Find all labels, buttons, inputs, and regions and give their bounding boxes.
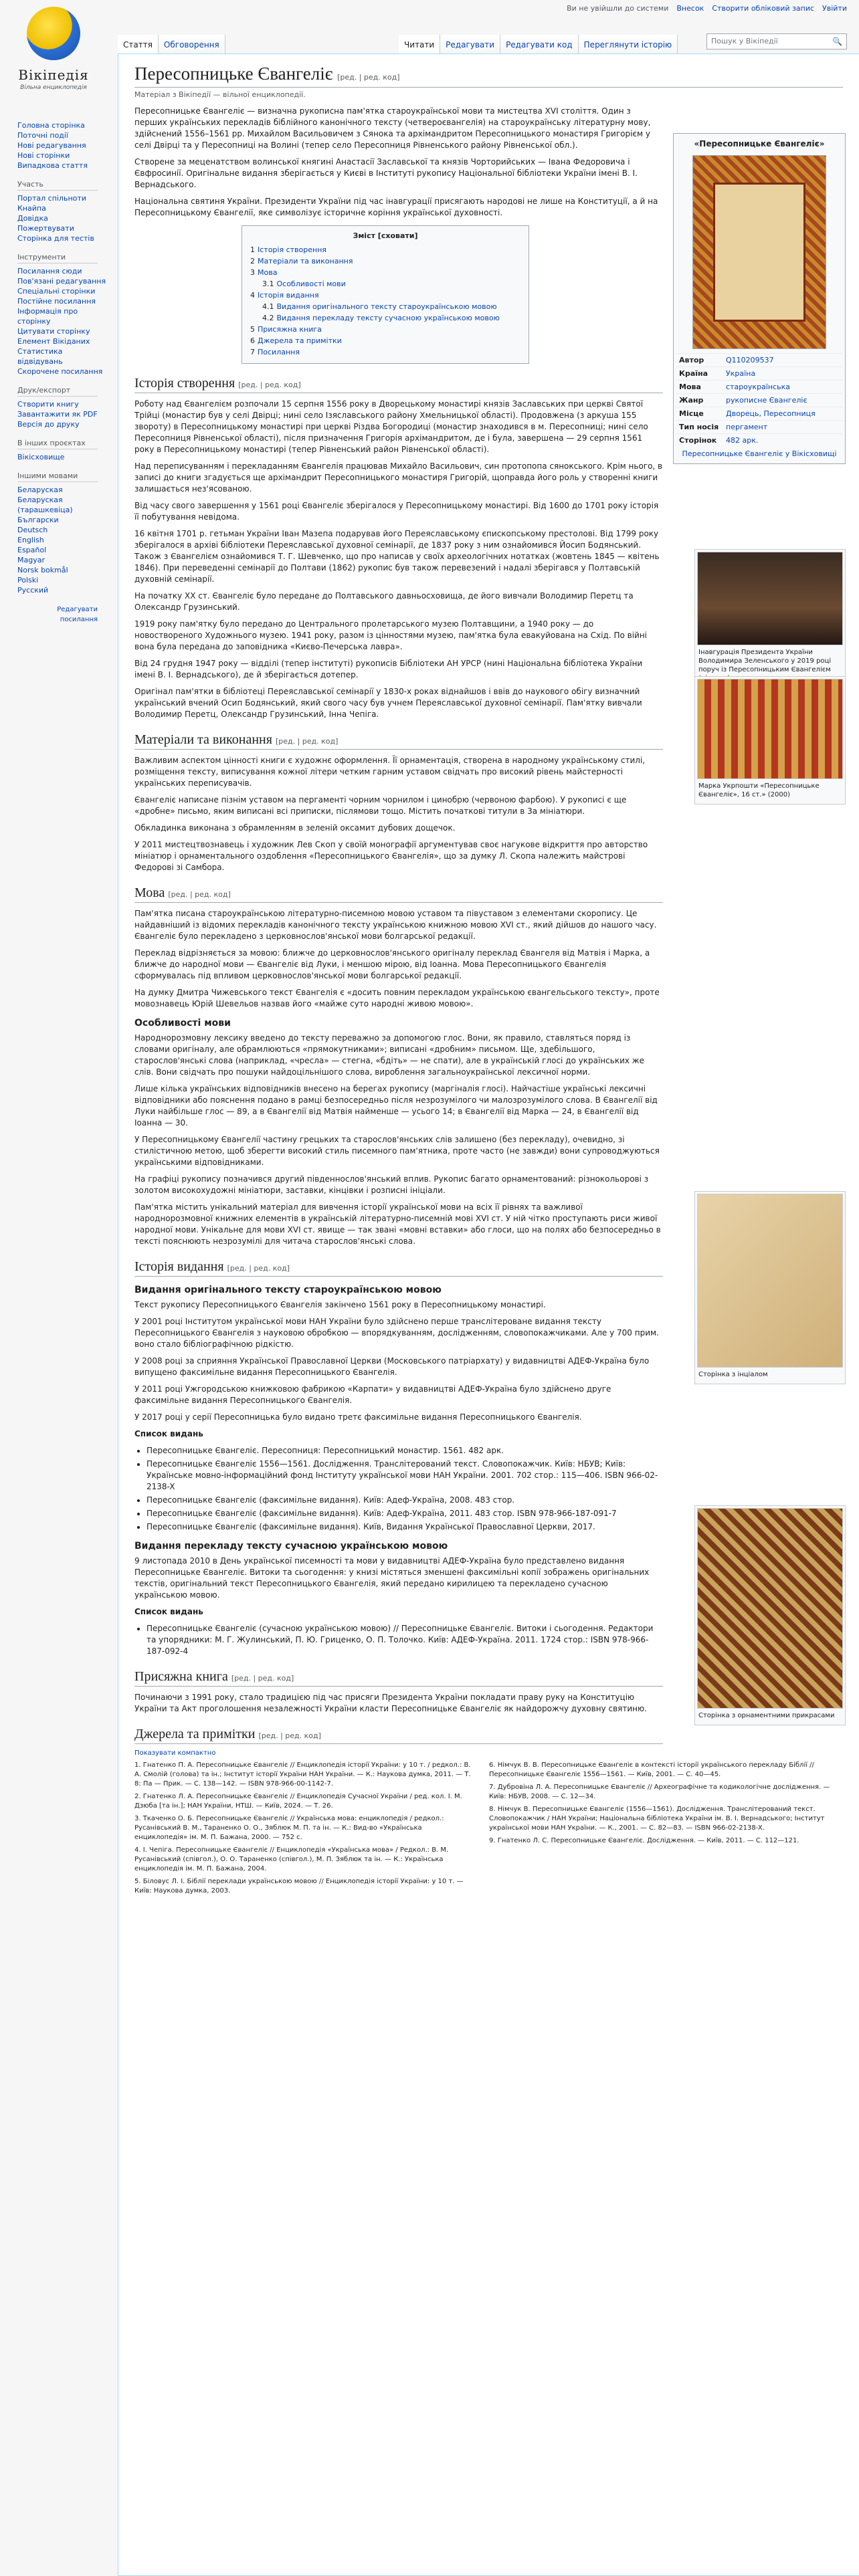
- sidebar-link[interactable]: Створити книгу: [17, 400, 79, 409]
- section-heading-materials: [134, 732, 663, 750]
- reference-item[interactable]: 2. Гнатенко Л. А. Пересопницьке Євангеліє // Енциклопедія Сучасної України / ред. кол. І. М. Дзюба [та ін.]; НАН України, НТШ. — Київ, 2024. — Т. 26.: [134, 1793, 462, 1810]
- edition-list: [147, 1623, 663, 1657]
- thumb-caption: Сторінка з інціалом: [698, 1371, 768, 1378]
- section-title: Історія видання: [134, 1259, 224, 1274]
- create-account-link[interactable]: Створити обліковий запис: [712, 4, 815, 13]
- section-title: Джерела та примітки: [134, 1727, 256, 1741]
- toc-label: Історія видання: [258, 291, 319, 300]
- section-title: Матеріали та виконання: [134, 732, 272, 747]
- infobox-row: [676, 421, 842, 434]
- sidebar-link[interactable]: Вікісховище: [17, 453, 65, 461]
- thumb-inauguration[interactable]: [694, 549, 846, 688]
- edit-interlanguage-link[interactable]: Редагувати посилання: [57, 606, 98, 623]
- section-edit-link[interactable]: [ред. | ред. код]: [275, 737, 339, 746]
- tab-edit[interactable]: Редагувати: [440, 35, 500, 53]
- toc-item[interactable]: [250, 267, 520, 278]
- user-status: Ви не увійшли до системи: [567, 4, 669, 13]
- sidebar-link[interactable]: Нові редагування: [17, 141, 86, 150]
- search-icon[interactable]: 🔍: [832, 37, 842, 46]
- tab-article[interactable]: Стаття: [118, 35, 159, 53]
- infobox-key: Країна: [676, 367, 723, 381]
- sidebar-link[interactable]: Цитувати сторінку: [17, 327, 90, 336]
- sidebar-link[interactable]: English: [17, 536, 44, 544]
- toc-label: Присяжна книга: [258, 325, 322, 334]
- toc-number: 1: [250, 245, 255, 254]
- toc-number: 6: [250, 336, 255, 345]
- paragraph: Народнорозмовну лексику введено до тексту переважно за допомогою глос. Вони, як правило, ставляться поряд із словами оригіналу, але обрамлюються «прямокутниками»; виписані «дробним» письмом. Ще, здебільшого, старослов'янські слова (наприклад, «чресла» — стегна, «бдіть» — не спати), але в українській глосі до українських же слів. Вони свідчать про пошуки найдоцільнішого слова, вироблення загальноукраїнської лексичної норми.: [134, 1033, 644, 1077]
- section-heading-oath: [134, 1669, 663, 1687]
- toc-label: Джерела та примітки: [258, 336, 342, 345]
- section-edit-link[interactable]: [ред. | ред. код]: [227, 1264, 290, 1273]
- toc-item[interactable]: [250, 255, 520, 267]
- infobox-key: Автор: [676, 354, 723, 367]
- user-menu: [567, 4, 847, 13]
- list-item: • Пересопницьке Євангеліє. Пересопниця: Пересопницький монастир. 1561. 482 арк.: [147, 1445, 663, 1457]
- sidebar-link[interactable]: Головна сторінка: [17, 121, 85, 130]
- infobox-key: Жанр: [676, 394, 723, 407]
- paragraph: 1919 року пам'ятку було передано до Центрального пролетарського музею Полтавщини, а 1940 року — до новоствореного Художнього музею. 1941 року, разом із цінностями музею, пам'ятка була евакуйована на Схід. По війні вона була передана до заповідника «Києво-Печерська лавра».: [134, 619, 648, 651]
- reference-item[interactable]: 3. Ткаченко О. Б. Пересопницьке Євангеліє // Українська мова: енциклопедія / редкол.: Русанівський В. М., Тараненко О. О., Зяблюк М. П. та ін. — К.: Вид-во «Українська енциклопедія» ім. М. П. Бажана, 2000. — 752 с.: [134, 1815, 444, 1841]
- toc-label: Мова: [258, 268, 278, 277]
- sidebar-link[interactable]: Пожертвувати: [17, 224, 74, 233]
- tab-read[interactable]: Читати: [399, 35, 440, 53]
- section-edit-link[interactable]: [ред. | ред. код]: [168, 890, 231, 899]
- infobox-row: [676, 367, 842, 381]
- subsection-translation: Видання перекладу тексту сучасною українською мовою: [134, 1541, 448, 1551]
- paragraph: Над переписуванням і перекладанням Євангелія працював Михайло Васильович, син протопопа сянокського. Крім нього, в записі до книги згадується ще архімандрит Пересопницького монастиря Григорій, щоправда його роль у створенні книги залишається нез'ясованою.: [134, 461, 663, 494]
- section-edit-link[interactable]: [ред. | ред. код]: [231, 1674, 294, 1683]
- toc-item[interactable]: [250, 278, 520, 290]
- paragraph: На думку Дмитра Чижевського текст Євангелія є «досить повним перекладом українською євангельського тексту», проте мовознавець Юрій Шевельов назвав його «майже суто народні живою мовою».: [134, 988, 660, 1008]
- globe-icon: [27, 7, 80, 60]
- toc-label: Особливості мови: [276, 280, 346, 288]
- subsection-features: Особливості мови: [134, 1018, 231, 1029]
- sidebar-tools-heading: Інструменти: [17, 253, 98, 263]
- paragraph: У 2017 році у серії Пересопницька було видано третє факсимільне видання Пересопницького Євангелія.: [134, 1412, 582, 1422]
- paragraph: Євангеліє написане пізнім уставом на пергаменті чорним чорнилом і цинобрю (червоною фарбою). У рукописі є ще «дробне» письмо, яким виписані всі приписки, післямови тощо. Містить початкові титули в 3а мініатюри.: [134, 795, 627, 816]
- section-heading-refs: [134, 1727, 663, 1744]
- table-of-contents: [242, 225, 529, 364]
- list-item: • Пересопницьке Євангеліє 1556—1561. Дослідження. Транслітерований текст. Словопокажчик. Київ: НБУВ; Київ: Українське мовно-інформаційний фонд Інституту української мови НАН України. 2001. 702 стор.: 115—406. ISBN 966-02-2138-X: [147, 1459, 663, 1493]
- sidebar-link[interactable]: Български: [17, 516, 59, 524]
- lead-paragraph: Національна святиня України. Президенти України під час інавгурації присягають народові не лише на Конституції, а й на Пересопницькому Євангелії, яке символізує історичне коріння української духовності.: [134, 197, 658, 217]
- main-content: [118, 53, 859, 2576]
- edition-list: [147, 1445, 663, 1533]
- paragraph: У 2011 мистецтвознавець і художник Лев Скоп у своїй монографії аргументував своє нагукове відкриття про авторство мініатюр і орнаментального оздоблення «Пересопницького Євангелія», що за думку Л. Скопа належить майстрові Федорові зі Самбора.: [134, 840, 648, 872]
- sidebar-link[interactable]: Посилання сюди: [17, 267, 82, 276]
- reference-item[interactable]: 5. Біловус Л. І. Біблії переклади українською мовою // Енциклопедія історії України: у 10 т. — Київ: Наукова думка, 2003.: [134, 1878, 464, 1895]
- paragraph: Важливим аспектом цінності книги є художнє оформлення. Її орнаментація, створена в народному українському стилі, розміщення тексту, виписування кожної літери четким гарним уставом свідчать про високий рівень майстерності українських переписувачів.: [134, 756, 646, 788]
- paragraph: 16 квітня 1701 р. гетьман України Іван Мазепа подарував його Переяславському єпископському престолові. Від 1799 року зберігалося в архіві бібліотеки Переяславської духовної семінарії, де 1837 року з ним ознайомився Йосип Бодянський. Також з Євангелієм ознайомився Т. Г. Шевченко, що про написав у своїх археологічних нотатках (жовтень 1845 — квітень 1846). При переведенні семінарії до Полтави (1862) рукопис був також перевезений і надалі зберігався у Полтавській духовній семінарії.: [134, 529, 660, 584]
- toc-label: Посилання: [258, 348, 300, 356]
- thumb-caption: Марка Укрпошти «Пересопницьке Євангеліє», 16 ст.» (2000): [698, 782, 820, 798]
- paragraph: У 2008 році за сприяння Української Православної Церкви (Московського патріархату) у видавництві АДЕФ-Україна було випущено факсимільне видання Пересопницького Євангелія.: [134, 1356, 650, 1377]
- paragraph: Від 24 грудня 1947 року — відділі (тепер інституті) рукописів Бібліотеки АН УРСР (нині Національна бібліотека України імені В. І. Вернадського), де й зберігається дотепер.: [134, 659, 643, 679]
- sidebar-participation-heading: Участь: [17, 180, 98, 191]
- refs-toggle[interactable]: Показувати компактно: [134, 1749, 216, 1757]
- paragraph: На початку XX ст. Євангеліє було передане до Полтавського давньосховища, де його вивчали Володимир Перетц та Олександр Грузинський.: [134, 591, 634, 612]
- infobox-value[interactable]: рукописне Євангеліє: [723, 394, 842, 407]
- infobox-value[interactable]: пергамент: [723, 421, 842, 434]
- sidebar-link[interactable]: Сторінка для тестів: [17, 234, 94, 243]
- logo-tagline: Вільна енциклопедія: [20, 84, 87, 91]
- sidebar-link[interactable]: Пов'язані редагування: [17, 277, 106, 286]
- infobox-value[interactable]: Q110209537: [723, 354, 842, 367]
- sidebar-other-projects: [17, 439, 107, 462]
- title-edit-link[interactable]: [ред. | ред. код]: [337, 73, 400, 82]
- list-item: • Пересопницьке Євангеліє (факсимільне видання). Київ: Адеф-Україна, 2011. 483 стор. ISBN 978-966-187-091-7: [147, 1508, 663, 1519]
- toc-number: 4.2: [262, 314, 274, 322]
- infobox-key: Тип носія: [676, 421, 723, 434]
- paragraph: 9 листопада 2010 в День української писемності та мови у видавництві АДЕФ-Україна було представлено видання Пересопницьке Євангеліє. Витоки та сьогодення: у книзі містяться зменшені факсимільні копії зображень оригінальних текстів, оригінальний текст Пересопницького Євангелія, який передано кирилицею та перекладено сучасною українською мовою.: [134, 1556, 650, 1600]
- paragraph: Від часу свого завершення у 1561 році Євангеліє зберігалося у Пересопницькому монастирі. Від 1600 до 1701 року історія її побутування невідома.: [134, 501, 659, 522]
- sidebar-link[interactable]: Елемент Вікіданих: [17, 337, 90, 346]
- sidebar-link[interactable]: Русский: [17, 586, 49, 595]
- page-title: Пересопницьке Євангеліє [ред. | ред. код]: [134, 64, 843, 88]
- section-edit-link[interactable]: [ред. | ред. код]: [258, 1731, 321, 1740]
- infobox-key: Сторінок: [676, 434, 723, 447]
- reference-item[interactable]: 4. І. Чепіга. Пересопницьке Євангеліє // Енциклопедія «Українська мова» / Редкол.: В. М. Русанівський (співгол.), О. О. Тараненко (співгол.), М. П. Зяблюк та ін. — К.: Українська енциклопедія ім. М. П. Бажана, 2004.: [134, 1846, 449, 1872]
- sidebar-participation: [17, 180, 107, 243]
- paragraph: Переклад відрізняється за мовою: ближче до церковнослов'янського оригіналу переклад Євангеля від Матвія і Марка, а ближче до народної мови — Євангеліє від Луки, і меншою мірою, від Іоанна. Мова Пересопницького Євангелія сформувалась під впливом церковнослов'янської мови болгарської редакції.: [134, 948, 650, 980]
- references-column: [489, 1761, 830, 1899]
- sidebar-link[interactable]: Інформація про сторінку: [17, 307, 78, 326]
- tab-edit-source[interactable]: Редагувати код: [500, 35, 579, 53]
- sidebar-link[interactable]: Español: [17, 546, 47, 554]
- stamp-image[interactable]: [697, 679, 843, 779]
- paragraph: У 2001 році Інститутом української мови НАН України було здійснено перше транслітероване видання тексту Пересопницького Євангелія з науковою обробкою — впорядкуванням, дослідженням, словопокажчиками. Але у 700 прим. воно стало бібліографічною рідкістю.: [134, 1317, 659, 1349]
- list-item: • Пересопницьке Євангеліє (факсимільне видання). Київ, Видання Української Православної Церкви, 2017.: [147, 1521, 663, 1533]
- toc-item[interactable]: [250, 335, 520, 346]
- toc-item[interactable]: [250, 244, 520, 255]
- list-title: Список видань: [134, 1607, 203, 1616]
- sidebar-languages-heading: Іншими мовами: [17, 471, 98, 482]
- sidebar-link[interactable]: Norsk bokmål: [17, 566, 68, 574]
- reference-item[interactable]: 8. Німчук В. Пересопницьке Євангеліє (1556—1561). Дослідження. Транслітерований текст. Словопокажчик / НАН України; Національна бібліотека України ім. В. І. Вернадського; Інститут української мови НАН України. — К., 2001. — С. 82—83. — ISBN 966-02-2138-X.: [489, 1806, 825, 1832]
- logo-wordmark: Вікіпедія: [18, 67, 89, 83]
- inauguration-photo[interactable]: [697, 552, 843, 645]
- paragraph: Лише кілька українських відповідників внесено на берегах рукопису (маргіналія глосі). Найчастіше українські лексичні відповідники або пояснення подано в рамці безпосередньо після незрозумілого чи малозрозумілого слова. В Євангелії від Луки найбільше глос — 89, а в Євангелії від Матвія найменше — усього 14; в Євангелії від Марка — 24, в Євангелії від Іоанна — 30.: [134, 1084, 658, 1128]
- infobox-key: Мова: [676, 381, 723, 394]
- infobox-table: [676, 353, 842, 447]
- sidebar-link[interactable]: Довідка: [17, 214, 48, 223]
- paragraph: Оригінал пам'ятки в бібліотеці Переяславської семінарії у 1830-х роках віднайшов і ввів до наукового обігу визначний український вчений Осип Бодянський, який свого часу був учнем Переяславської духовної семінарії. Пам'ятку вивчали Володимир Перетц, Олександр Грузинський, Інна Чепіга.: [134, 687, 642, 719]
- sidebar-link[interactable]: Постійне посилання: [17, 297, 96, 306]
- toc-item[interactable]: [250, 312, 520, 324]
- section-heading-history: [134, 376, 663, 393]
- paragraph: На графіці рукопису позначився другий південнослов'янський вплив. Рукопис багато орнаментований: різнокольорові з золотом високохудожні мініатюри, заставки, кінцівки і розписні ініціали.: [134, 1174, 649, 1195]
- list-title: Список видань: [134, 1429, 203, 1438]
- paragraph: Текст рукопису Пересопницького Євангелія закінчено 1561 року в Пересопницькому монастирі.: [134, 1300, 546, 1309]
- list-item: • Пересопницьке Євангеліє (сучасною українською мовою) // Пересопницьке Євангеліє. Витоки і сьогодення. Редактори та упорядники: М. Г. Жулинський, П. Ю. Гриценко, О. П. Толочко. Київ: АДЕФ-Україна. 2011. 1724 стор.: ISBN 978-966-187-092-4: [147, 1623, 663, 1657]
- infobox-row: [676, 434, 842, 447]
- infobox-value[interactable]: Україна: [723, 367, 842, 381]
- toc-item[interactable]: [250, 290, 520, 301]
- toc-number: 4: [250, 291, 255, 300]
- infobox-value[interactable]: Дворець, Пересопниця: [723, 407, 842, 421]
- sidebar-link[interactable]: Спеціальні сторінки: [17, 287, 96, 296]
- toc-number: 3: [250, 268, 255, 277]
- sidebar-link[interactable]: Скорочене посилання: [17, 367, 103, 376]
- toc-item[interactable]: [250, 324, 520, 335]
- paragraph: Починаючи з 1991 року, стало традицією під час присяги Президента України покладати праву руку на Конституцію України та Акт проголошення незалежності України класти Пересопницьке Євангеліє як найдорожчу духовну святиню.: [134, 1693, 647, 1713]
- sidebar-link[interactable]: Портал спільноти: [17, 194, 86, 203]
- sidebar-link[interactable]: Поточні події: [17, 131, 69, 140]
- thumb-caption: Сторінка з орнаментними прикрасами: [698, 1712, 835, 1719]
- lead-paragraph: Пересопницьке Євангеліє — визначна рукописна пам'ятка староукраїнської мови та мистецтва XVI століття. Один з перших українських перекладів біблійного канонічного тексту (четвероєвангелія) на староукраїнську літературну мову, здійснений 1556–1561 рр. Михайлом Васильовичем з Сянока та архімандритом Пересопницького монастиря Григорієм у селі Двірці та у Пересопниці на Волині (тепер село Пересопниця Рівненського району Рівненської обл.).: [134, 106, 651, 150]
- initial-page-image[interactable]: [697, 1194, 843, 1368]
- toc-number: 7: [250, 348, 255, 356]
- paragraph: Обкладинка виконана з обрамленням в зеленій оксамит дубових дощечок.: [134, 823, 456, 833]
- paragraph: У 2011 році Ужгородською книжковою фабрикою «Карпати» у видавництві АДЕФ-Україна було здійснено друге факсимільне видання Пересопницького Євангелія.: [134, 1384, 611, 1405]
- thumb-initial-page[interactable]: [694, 1191, 846, 1384]
- paragraph: Пам'ятка містить унікальний матеріал для вивчення історії української мови на всіх її рівнях та важливої народнорозмовної книжних елементів в українській літературно-писемній мові XVI ст. У ній чітко проступають риси живої народної мови. Унікальне для мови XVI ст. явище — так звані «мовні вставки» або глоси, що на полях або безпосередньо в тексті пояснюють незрозумілі для читача старослов'янські слова.: [134, 1202, 661, 1246]
- reference-item[interactable]: 9. Гнатенко Л. С. Пересопницьке Євангеліє. Дослідження. — Київ, 2011. — С. 112—121.: [489, 1837, 799, 1844]
- sidebar-link[interactable]: Завантажити як PDF: [17, 410, 98, 419]
- sidebar-link[interactable]: Deutsch: [17, 526, 48, 534]
- toc-title[interactable]: Зміст [сховати]: [353, 231, 418, 240]
- search-input[interactable]: [706, 33, 847, 49]
- references-column: [134, 1761, 476, 1899]
- tab-history[interactable]: Переглянути історію: [579, 35, 678, 53]
- infobox: [673, 133, 846, 464]
- toc-label: Видання перекладу тексту сучасною українською мовою: [276, 314, 500, 322]
- section-title: Історія створення: [134, 376, 235, 391]
- tab-talk[interactable]: Обговорення: [159, 35, 225, 53]
- page-tabs: [118, 27, 859, 53]
- search-placeholder: Пошук у Вікіпедії: [711, 37, 778, 45]
- sidebar-print-heading: Друк/експорт: [17, 386, 98, 397]
- thumb-stamp[interactable]: [694, 676, 846, 804]
- section-title: Присяжна книга: [134, 1669, 228, 1684]
- section-title: Мова: [134, 885, 165, 900]
- thumb-caption: Інавгурація Президента України Володимира Зеленського у 2019 році поруч із Пересопницьким Євангелієм: [698, 649, 832, 673]
- infobox-caption: «Пересопницьке Євангеліє»: [694, 139, 825, 148]
- sidebar-link[interactable]: Беларуская (тарашкевіца): [17, 496, 73, 514]
- sidebar-link[interactable]: Статистика відвідувань: [17, 347, 63, 366]
- sidebar-link[interactable]: Кнайпа: [17, 204, 46, 213]
- toc-number: 3.1: [262, 280, 274, 288]
- infobox-key: Місце: [676, 407, 723, 421]
- wikipedia-logo[interactable]: [0, 0, 107, 107]
- infobox-value[interactable]: староукраїнська: [723, 381, 842, 394]
- contributions-link[interactable]: Внесок: [676, 4, 704, 13]
- sidebar-link[interactable]: Беларуская: [17, 486, 63, 494]
- toc-number: 2: [250, 257, 255, 265]
- paragraph: Пам'ятка писана староукраїнською літературно-писемною мовою уставом та півуставом з елементами скоропису. Це найдавніший із відомих перекладів канонічного тексту українською книжною мовою XVI ст., який дійшов до нашого часу. Євангеліє було перекладено з церковнослов'янської мови болгарської редакції.: [134, 909, 657, 941]
- infobox-row: [676, 394, 842, 407]
- sidebar-link[interactable]: Нові сторінки: [17, 151, 70, 160]
- sidebar-navigation: [17, 120, 107, 171]
- sidebar-link[interactable]: Polski: [17, 576, 39, 584]
- toc-label: Історія створення: [258, 245, 327, 254]
- sidebar-languages: [17, 471, 107, 595]
- toc-item[interactable]: [250, 346, 520, 358]
- references: [134, 1761, 830, 1899]
- toc-label: Видання оригінального тексту староукраїнською мовою: [276, 302, 497, 311]
- infobox-commons-link[interactable]: Пересопницьке Євангеліє у Вікісховищі: [682, 449, 837, 458]
- page-subtitle: Матеріал з Вікіпедії — вільної енциклопедії.: [134, 90, 306, 99]
- section-heading-editions: [134, 1259, 663, 1277]
- paragraph: Роботу над Євангелієм розпочали 15 серпня 1556 року в Дворецькому монастирі князів Заславських при церкві Святої Трійці (монастир був у селі Двірці; нині село Ізяславського району Хмельницької області). Продовжена (з аркуша 155 звороту) в Пересопницькому монастирі при церкві Різдва Богородиці (монастир знаходився в м. Пересопниці; нині село Пересопниця Рівненської області), після призначення Григорія архімандритом, де і була, завершена — 29 серпня 1561 року в Пересопницькому монастирі (тепер Рівненський район Рівненської області).: [134, 399, 648, 454]
- thumb-ornament-page[interactable]: [694, 1505, 846, 1725]
- subsection-original: Видання оригінального тексту староукраїнською мовою: [134, 1285, 442, 1295]
- paragraph: У Пересопницькому Євангелії частину грецьких та старослов'янських слів залишено (без перекладу), очевидно, зі стилістичною метою, щоб зберегти високий стиль писемного пам'ятника, проте часто (не завжди) вони супроводжуються українськими відповідниками.: [134, 1135, 660, 1167]
- reference-item[interactable]: 6. Німчук В. В. Пересопницьке Євангеліє в контексті історії українського перекладу Біблії // Пересопницьке Євангеліє 1556—1561. — Київ, 2001. — С. 40—45.: [489, 1761, 814, 1778]
- sidebar-other-projects-heading: В інших проєктах: [17, 439, 98, 449]
- lead-paragraph: Створене за меценатством волинської княгині Анастасії Заславської та князів Чорторийських — Івана Федоровича і Євфросинії. Оригінальне видання зберігається у Києві в Інституті рукопису Національної бібліотеки України імені В. І. Вернадського.: [134, 157, 638, 189]
- ornament-page-image[interactable]: [697, 1508, 843, 1709]
- infobox-value[interactable]: 482 арк.: [723, 434, 842, 447]
- toc-label: Матеріали та виконання: [258, 257, 353, 265]
- toc-number: 5: [250, 325, 255, 334]
- reference-item[interactable]: 1. Гнатенко П. А. Пересопницьке Євангеліє // Енциклопедія історії України: у 10 т. / редкол.: В. А. Смолій (голова) та ін.; Інститут історії України НАН України. — К.: Наукова думка, 2011. — Т. 8: Па — Прик. — С. 138—142. — ISBN 978-966-00-1142-7.: [134, 1761, 471, 1788]
- infobox-row: [676, 381, 842, 394]
- infobox-row: [676, 354, 842, 367]
- infobox-row: [676, 407, 842, 421]
- toc-item[interactable]: [250, 301, 520, 312]
- sidebar-link[interactable]: Magyar: [17, 556, 45, 564]
- section-edit-link[interactable]: [ред. | ред. код]: [238, 381, 301, 389]
- toc-number: 4.1: [262, 302, 274, 311]
- section-heading-language: [134, 885, 663, 903]
- list-item: • Пересопницьке Євангеліє (факсимільне видання). Київ: Адеф-Україна, 2008. 483 стор.: [147, 1495, 663, 1506]
- sidebar-link[interactable]: Версія до друку: [17, 420, 80, 429]
- infobox-image[interactable]: [692, 155, 826, 349]
- login-link[interactable]: Увійти: [822, 4, 847, 13]
- sidebar: [0, 120, 107, 625]
- sidebar-link[interactable]: Випадкова стаття: [17, 161, 88, 170]
- sidebar-print: [17, 386, 107, 429]
- sidebar-tools: [17, 253, 107, 377]
- reference-item[interactable]: 7. Дубровіна Л. А. Пересопницьке Євангеліє // Археографічне та кодикологічне дослідження. — Київ: НБУВ, 2008. — С. 12—34.: [489, 1784, 830, 1800]
